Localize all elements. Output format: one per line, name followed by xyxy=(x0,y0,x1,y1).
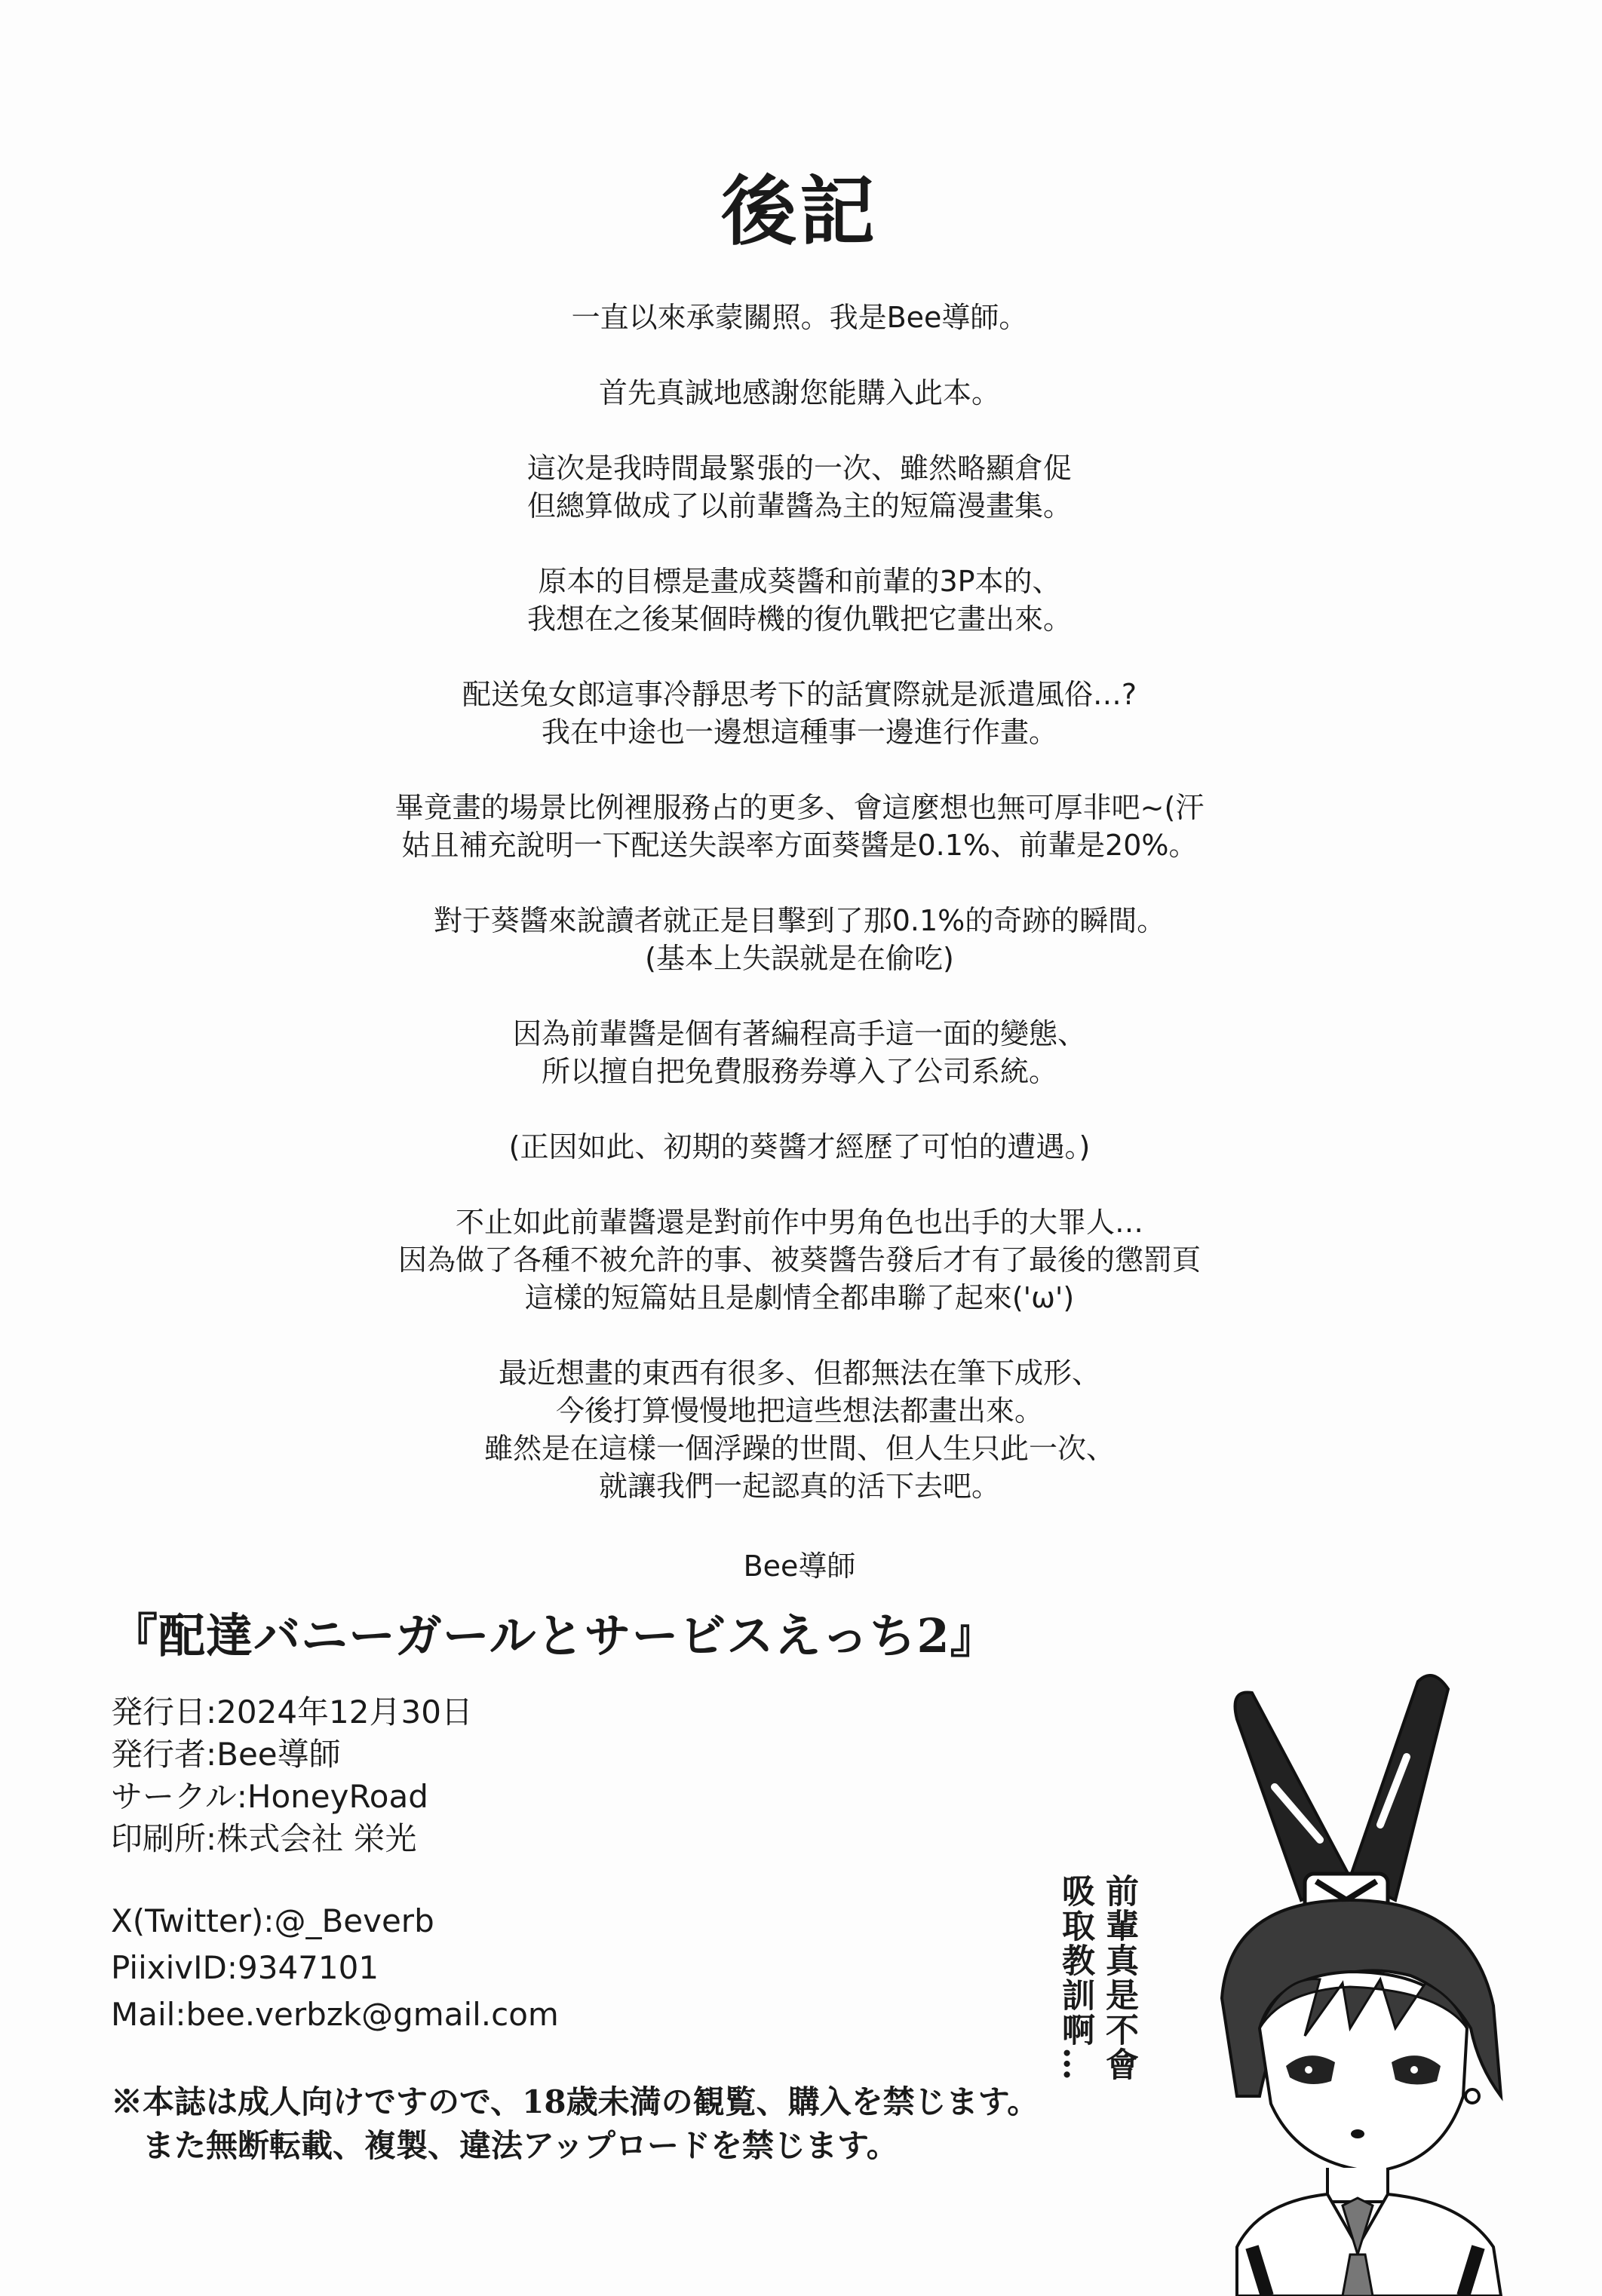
afterword-line: 因為前輩醬是個有著編程高手這一面的變態、 xyxy=(512,1017,1086,1050)
notice-line: ※本誌は成人向けですので、18歳未満の観覧、購入を禁じます。 xyxy=(111,2083,1039,2120)
afterword-line: 最近想畫的東西有很多、但都無法在筆下成形、 xyxy=(498,1356,1100,1390)
mail-address: Mail:bee.verbzk@gmail.com xyxy=(111,1996,559,2033)
afterword-paragraph xyxy=(189,1128,1410,1166)
afterword-line: 這樣的短篇姑且是劇情全都串聯了起來('ω') xyxy=(524,1281,1075,1314)
afterword-section xyxy=(189,151,1410,1584)
afterword-paragraph xyxy=(189,902,1410,977)
pixiv-id: PiixivID:9347101 xyxy=(111,1949,379,1986)
mouth-icon xyxy=(1351,2129,1364,2138)
release-date: 発行日:2024年12月30日 xyxy=(111,1694,473,1730)
book-title: 『配達バニーガールとサービスえっち2』 xyxy=(111,1608,998,1663)
notice-line: また無断転載、複製、違法アップロードを禁じます。 xyxy=(143,2127,898,2164)
speech-line: 吸取教訓啊… xyxy=(1056,1874,1094,2082)
afterword-line: 對于葵醬來說讀者就正是目擊到了那0.1%的奇跡的瞬間。 xyxy=(433,904,1166,937)
afterword-line: 首先真誠地感謝您能購入此本。 xyxy=(598,376,1000,409)
afterword-line: 今後打算慢慢地把這些想法都畫出來。 xyxy=(555,1394,1043,1427)
afterword-line: 我想在之後某個時機的復仇戰把它畫出來。 xyxy=(526,602,1072,636)
printer: 印刷所:株式会社 栄光 xyxy=(111,1820,417,1857)
afterword-paragraph xyxy=(189,676,1410,751)
earring-icon xyxy=(1465,2089,1479,2103)
afterword-paragraph xyxy=(189,563,1410,638)
afterword-title: 後記 xyxy=(721,167,878,256)
speech-line: 前輩真是不會 xyxy=(1100,1874,1138,2082)
afterword-paragraph xyxy=(189,789,1410,864)
afterword-line: 我在中途也一邊想這種事一邊進行作畫。 xyxy=(541,716,1057,749)
afterword-line: 不止如此前輩醬還是對前作中男角色也出手的大罪人… xyxy=(455,1206,1143,1239)
twitter-handle: X(Twitter):@_Beverb xyxy=(111,1902,434,1939)
afterword-body xyxy=(189,299,1410,1505)
afterword-line: 一直以來承蒙關照。我是Bee導師。 xyxy=(571,301,1028,334)
afterword-paragraph xyxy=(189,374,1410,412)
afterword-line: 這次是我時間最緊張的一次、雖然略顯倉促 xyxy=(526,452,1072,485)
afterword-line: 因為做了各種不被允許的事、被葵醬告發后才有了最後的懲罰頁 xyxy=(397,1243,1201,1277)
afterword-line: 所以擅自把免費服務券導入了公司系統。 xyxy=(541,1055,1057,1088)
afterword-paragraph xyxy=(189,1015,1410,1090)
neck-shape xyxy=(1327,2168,1388,2202)
publisher: 発行者:Bee導師 xyxy=(111,1736,341,1773)
afterword-paragraph xyxy=(189,1354,1410,1505)
author-signature: Bee導師 xyxy=(743,1550,856,1583)
afterword-line: (正因如此、初期的葵醬才經歷了可怕的遭遇。) xyxy=(508,1130,1091,1163)
afterword-paragraph xyxy=(189,449,1410,525)
afterword-line: 就讓我們一起認真的活下去吧。 xyxy=(598,1470,1000,1503)
age-restriction-notice xyxy=(111,2080,1054,2168)
afterword-line: 原本的目標是畫成葵醬和前輩的3P本的、 xyxy=(538,565,1061,598)
afterword-line: 姑且補充說明一下配送失誤率方面葵醬是0.1%、前輩是20%。 xyxy=(401,829,1198,862)
afterword-line: 但總算做成了以前輩醬為主的短篇漫畫集。 xyxy=(526,489,1072,523)
circle-name: サークル:HoneyRoad xyxy=(111,1778,428,1815)
afterword-line: (基本上失誤就是在偷吃) xyxy=(645,942,954,975)
publication-info xyxy=(111,1691,1054,1860)
afterword-line: 配送兔女郎這事冷靜思考下的話實際就是派遣風俗…? xyxy=(462,678,1137,711)
afterword-line: 畢竟畫的場景比例裡服務占的更多、會這麼想也無可厚非吧~(汗 xyxy=(394,791,1205,824)
bunny-ears-icon xyxy=(1235,1675,1449,1900)
contact-info xyxy=(111,1898,1054,2038)
afterword-paragraph xyxy=(189,1203,1410,1317)
afterword-line: 雖然是在這樣一個浮躁的世間、但人生只此一次、 xyxy=(483,1432,1115,1465)
bunny-girl-illustration xyxy=(1124,1674,1602,2296)
colophon-section xyxy=(111,1599,1054,2168)
afterword-paragraph xyxy=(189,299,1410,336)
